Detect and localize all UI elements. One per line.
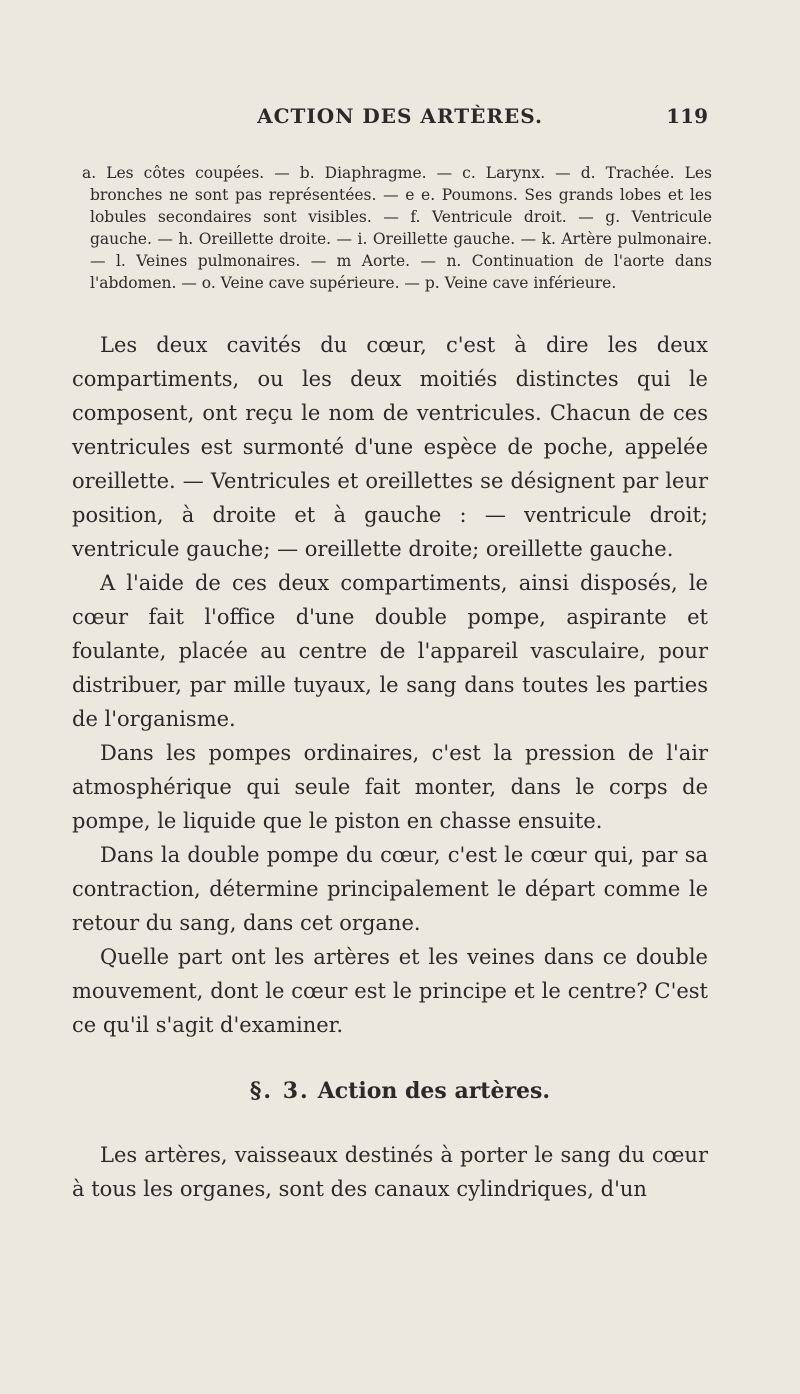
main-text — [72, 328, 708, 1042]
section-text — [72, 1138, 708, 1206]
running-header — [0, 100, 800, 130]
section-title: Action des artères. — [317, 1078, 551, 1104]
paragraph-2: A l'aide de ces deux compartiments, ainsi disposés, le cœur fait l'office d'une double pompe, aspirante et foulante, placée au centre de l'appareil vasculaire, pour distribuer, par mille tuyaux, le sang dans toutes les parties de l'organisme. — [72, 571, 708, 731]
paragraph-5: Quelle part ont les artères et les veines dans ce double mouvement, dont le cœur est le principe et le centre? C'est ce qu'il s'agit d'examiner. — [72, 945, 708, 1037]
page-number: 119 — [666, 104, 708, 128]
section-heading — [0, 1078, 800, 1104]
running-title: ACTION DES ARTÈRES. — [257, 104, 543, 128]
figure-caption-text: a. Les côtes coupées. — b. Diaphragme. — c. Larynx. — d. Trachée. Les bronches ne sont pas représentées. — e e. Poumons. Ses grands lobes et les lobules secondaires sont visibles. — f. Ventricule droit. — g. Ventricule gauche. — h. Oreillette droite. — i. Oreillette gauche. — k. Artère pulmonaire. — l. Veines pulmonaires. — m Aorte. — n. Continuation de l'aorte dans l'abdomen. — o. Veine cave supérieure. — p. Veine cave inférieure. — [82, 164, 712, 292]
closing-paragraph: Les artères, vaisseaux destinés à porter le sang du cœur à tous les organes, sont des canaux cylindriques, d'un — [72, 1143, 708, 1201]
figure-caption — [82, 162, 712, 294]
paragraph-3: Dans les pompes ordinaires, c'est la pression de l'air atmosphérique qui seule fait monter, dans le corps de pompe, le liquide que le piston en chasse ensuite. — [72, 741, 708, 833]
paragraph-1: Les deux cavités du cœur, c'est à dire les deux compartiments, ou les deux moitiés distinctes qui le composent, ont reçu le nom de ventricules. Chacun de ces ventricules est surmonté d'une espèce de poche, appelée oreillette. — Ventricules et oreillettes se désignent par leur position, à droite et à gauche : — ventricule droit; ventricule gauche; — oreillette droite; oreillette gauche. — [72, 333, 708, 561]
section-number: §. 3. — [249, 1078, 310, 1104]
paragraph-4: Dans la double pompe du cœur, c'est le cœur qui, par sa contraction, détermine principalement le départ comme le retour du sang, dans cet organe. — [72, 843, 708, 935]
